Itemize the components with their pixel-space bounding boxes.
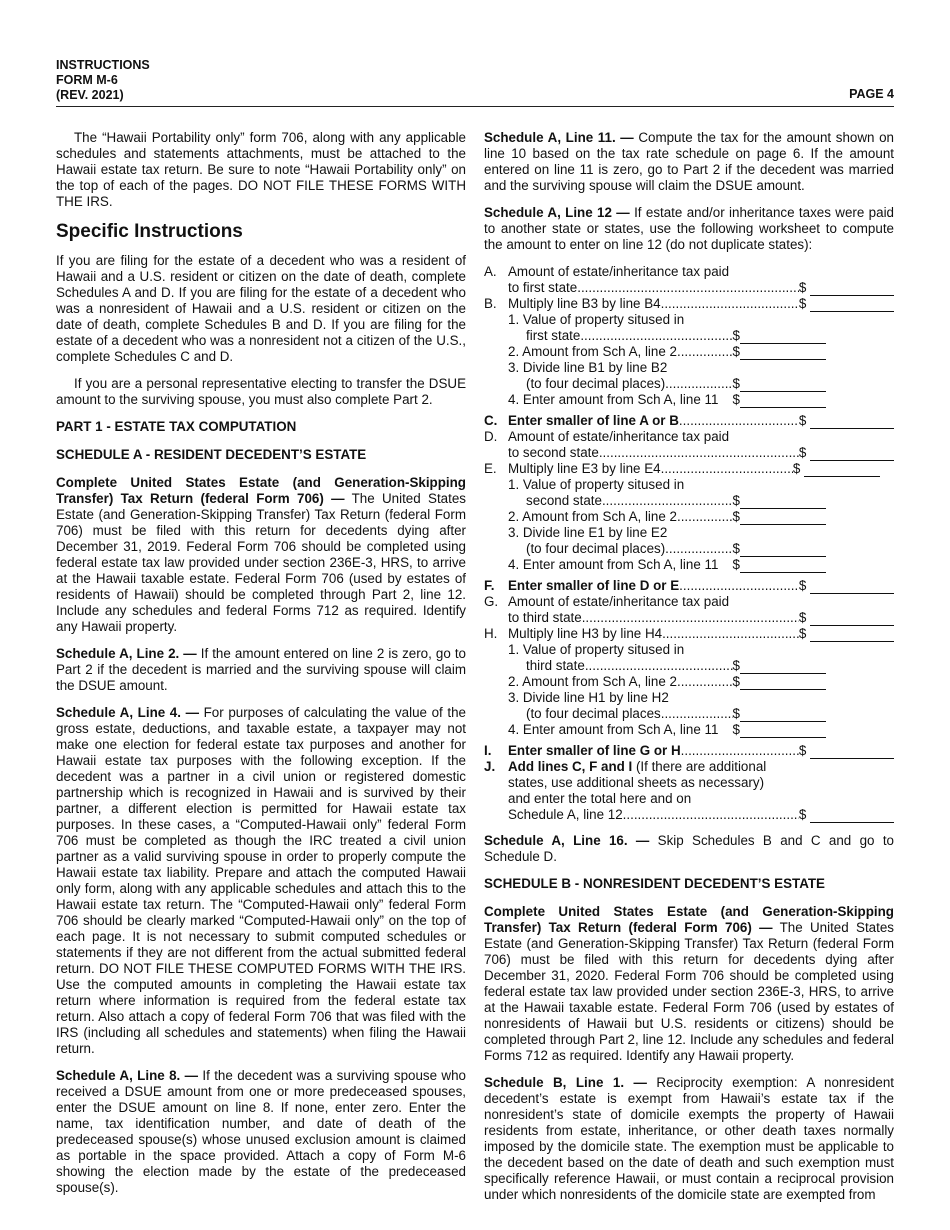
row-b2-label: 2. Amount from Sch A, line 2 — [508, 344, 677, 359]
worksheet-row-b4 — [484, 392, 826, 408]
line11-title: Schedule A, Line 11. — — [484, 130, 634, 145]
complete-706-b-title: Complete United States Estate (and Generation-Skipping Transfer) Tax Return (federal Form 706) — — [484, 904, 894, 935]
dollar-sign: $ — [732, 392, 740, 407]
line-h3-input[interactable] — [740, 709, 826, 722]
dollar-sign: $ — [732, 541, 740, 556]
worksheet-row-b2 — [484, 344, 826, 360]
worksheet-row-h — [484, 626, 894, 642]
line-b3-input[interactable] — [740, 379, 826, 392]
line-b1-input[interactable] — [740, 331, 826, 344]
page-number: PAGE 4 — [849, 87, 894, 101]
line16-paragraph — [484, 833, 894, 865]
left-column — [56, 130, 466, 1207]
dollar-sign: $ — [732, 493, 740, 508]
line-b-input[interactable] — [810, 299, 894, 312]
row-e3-label: 3. Divide line E1 by line E2 — [508, 525, 668, 540]
schedule-b-line1-text: Reciprocity exemption: A nonresident decedent’s estate is exempt from Hawaii’s estate tax if the nonresident’s state of domicile exempts the property of Hawaii residents from estate, inheritance, or other death taxes normally imposed by the domicile state. The exemption must be applicable to the decedent based on the date of death and such exemption must specifically reference Hawaii, or must contain a reciprocal provision under which nonresidents of the domicile state are exempted from — [484, 1075, 894, 1202]
row-c-label: Enter smaller of line A or B — [508, 413, 679, 428]
tax-credit-worksheet — [484, 264, 894, 823]
line-h2-input[interactable] — [740, 677, 826, 690]
dsue-paragraph: If you are a personal representative electing to transfer the DSUE amount to the surviving spouse, you must also complete Part 2. — [56, 376, 466, 407]
row-h3-label: 3. Divide line H1 by line H2 — [508, 690, 669, 705]
letter-h: H. — [484, 626, 498, 641]
row-b1-label-2: first state — [526, 328, 581, 343]
worksheet-row-a-2 — [484, 280, 894, 296]
row-h4-label: 4. Enter amount from Sch A, line 11 — [508, 722, 719, 737]
row-e1-label: 1. Value of property sitused in — [508, 477, 685, 492]
row-e3-label-2: (to four decimal places) — [526, 541, 666, 556]
row-h1-label-2: third state — [526, 658, 585, 673]
dollar-sign: $ — [798, 280, 807, 295]
worksheet-row-b1-2 — [484, 328, 826, 344]
worksheet-row-b — [484, 296, 894, 312]
line16-title: Schedule A, Line 16. — — [484, 833, 650, 848]
worksheet-row-b3-2 — [484, 376, 826, 392]
line-h1-input[interactable] — [740, 661, 826, 674]
line2-paragraph — [56, 646, 466, 694]
dollar-sign: $ — [732, 509, 740, 524]
row-a-label: Amount of estate/inheritance tax paid — [508, 264, 730, 279]
worksheet-row-j-2 — [484, 775, 894, 791]
line-e3-input[interactable] — [740, 544, 826, 557]
part1-heading: PART 1 - ESTATE TAX COMPUTATION — [56, 419, 297, 434]
dollar-sign: $ — [732, 658, 740, 673]
line-a-input[interactable] — [810, 283, 894, 296]
line8-text: If the decedent was a surviving spouse who received a DSUE amount from one or more predeceased spouses, enter the DSUE amount on line 8. If none, enter zero. Enter the name, tax identification number, and date of death of the predeceased spouse(s) whose unused exclusion amount is claimed as portable in the space provided. Attach a copy of Form M-6 showing the election made by the estate of the predeceased spouse(s). — [56, 1068, 466, 1195]
schedule-a-heading: SCHEDULE A - RESIDENT DECEDENT’S ESTATE — [56, 447, 367, 462]
header-divider — [56, 106, 894, 107]
worksheet-row-h1 — [484, 642, 826, 658]
letter-a: A. — [484, 264, 497, 279]
complete-706-b-text: The United States Estate (and Generation-Skipping Transfer) Tax Return (federal Form 706) must be filed with this return for decedents dying after December 31, 2020. Federal Form 706 should be completed using federal estate tax law provided under section 236E-3, HRS, to arrive at the Hawaii taxable estate. Federal Form 706 (used by estates of nonresidents of Hawaii but U.S. residents or citizens) should be completed through Part 2, line 12. Include any schedules and federal Forms 712 as required. Identify any Hawaii property. — [484, 920, 894, 1063]
line-j-input[interactable] — [810, 810, 894, 823]
worksheet-row-h2 — [484, 674, 826, 690]
worksheet-row-e4 — [484, 557, 826, 573]
complete-706-text: The United States Estate (and Generation-Skipping Transfer) Tax Return (federal Form 706) must be filed with this return for decedents dying after December 31, 2019. Federal Form 706 should be completed using federal estate tax law provided under section 236E-3, HRS, to arrive at the Hawaii taxable estate. Federal Form 706 (used by estates of residents of Hawaii) should be completed through Part 2, line 12. Include any schedules and federal Forms 712 as required. Identify any Hawaii property. — [56, 491, 466, 634]
line-h-input[interactable] — [810, 629, 894, 642]
line11-paragraph — [484, 130, 894, 194]
dollar-sign: $ — [732, 674, 740, 689]
line8-title: Schedule A, Line 8. — — [56, 1068, 199, 1083]
worksheet-row-d — [484, 429, 894, 445]
schedule-b-heading: SCHEDULE B - NONRESIDENT DECEDENT’S ESTATE — [484, 876, 825, 891]
row-e2-label: 2. Amount from Sch A, line 2 — [508, 509, 677, 524]
row-j-label-3: and enter the total here and on — [508, 791, 692, 806]
letter-d: D. — [484, 429, 498, 444]
row-j-bold: Add lines C, F and I — [508, 759, 633, 774]
row-e1-label-2: second state — [526, 493, 602, 508]
worksheet-row-i — [484, 743, 894, 759]
row-b3-label: 3. Divide line B1 by line B2 — [508, 360, 668, 375]
line8-paragraph — [56, 1068, 466, 1196]
header-revision: (REV. 2021) — [56, 88, 124, 102]
dollar-sign: $ — [732, 328, 740, 343]
worksheet-row-b1 — [484, 312, 826, 328]
line16-text: Skip Schedules B and C and go to Schedule D. — [484, 833, 894, 864]
line2-title: Schedule A, Line 2. — — [56, 646, 197, 661]
line4-title: Schedule A, Line 4. — — [56, 705, 199, 720]
letter-b: B. — [484, 296, 497, 311]
row-a-label-2: to first state — [508, 280, 578, 295]
row-j-label-2: states, use additional sheets as necessary) — [508, 775, 765, 790]
dollar-sign: $ — [798, 296, 807, 311]
line-c-input[interactable] — [810, 416, 894, 429]
dollar-sign: $ — [732, 376, 740, 391]
header-instructions: INSTRUCTIONS — [56, 58, 150, 72]
line2-text: If the amount entered on line 2 is zero, go to Part 2 if the decedent is married and the surviving spouse will claim the DSUE amount. — [56, 646, 466, 693]
letter-e: E. — [484, 461, 497, 476]
worksheet-row-f — [484, 578, 894, 594]
letter-c: C. — [484, 413, 498, 428]
dollar-sign: $ — [732, 557, 740, 572]
dollar-sign: $ — [798, 610, 807, 625]
specific-instructions-paragraph: If you are filing for the estate of a decedent who was a resident of Hawaii and a U.S. resident or citizen on the date of death, complete Schedules A and D. If you are filing for the estate of a decedent who was a nonresident of Hawaii and a U.S. resident or citizen on the date of death, complete Schedules B and D. If you are filing for the estate of a decedent who was a nonresident not a citizen of the U.S., complete Schedules C and D. — [56, 253, 466, 364]
dollar-sign: $ — [732, 722, 740, 737]
letter-f: F. — [484, 578, 495, 593]
schedule-b-line1-title: Schedule B, Line 1. — — [484, 1075, 647, 1090]
worksheet-row-e2 — [484, 509, 826, 525]
dollar-sign: $ — [792, 461, 801, 476]
letter-j: J. — [484, 759, 496, 774]
worksheet-row-h4 — [484, 722, 826, 738]
row-h2-label: 2. Amount from Sch A, line 2 — [508, 674, 677, 689]
row-j-label-4: Schedule A, line 12 — [508, 807, 623, 822]
line-g-input[interactable] — [810, 613, 894, 626]
row-h3-label-2: (to four decimal places — [526, 706, 661, 721]
row-e-label: Multiply line E3 by line E4 — [508, 461, 661, 476]
worksheet-row-e3-2 — [484, 541, 826, 557]
line-e4-input[interactable] — [740, 560, 826, 573]
worksheet-row-e1 — [484, 477, 826, 493]
row-b3-label-2: (to four decimal places) — [526, 376, 666, 391]
letter-g: G. — [484, 594, 499, 609]
line-i-input[interactable] — [810, 746, 894, 759]
line-h4-input[interactable] — [740, 725, 826, 738]
header-form-number: FORM M-6 — [56, 73, 118, 87]
complete-706-paragraph — [56, 475, 466, 635]
row-b4-label: 4. Enter amount from Sch A, line 11 — [508, 392, 719, 407]
worksheet-row-g-2 — [484, 610, 894, 626]
worksheet-row-j-3 — [484, 791, 894, 807]
dollar-sign: $ — [732, 344, 740, 359]
row-b1-label: 1. Value of property sitused in — [508, 312, 685, 327]
row-d-label: Amount of estate/inheritance tax paid — [508, 429, 730, 444]
row-e4-label: 4. Enter amount from Sch A, line 11 — [508, 557, 719, 572]
line-b4-input[interactable] — [740, 395, 826, 408]
worksheet-row-h1-2 — [484, 658, 826, 674]
worksheet-row-e1-2 — [484, 493, 826, 509]
dollar-sign: $ — [798, 578, 807, 593]
worksheet-row-e3 — [484, 525, 826, 541]
row-g-label: Amount of estate/inheritance tax paid — [508, 594, 730, 609]
dollar-sign: $ — [798, 626, 807, 641]
row-g-label-2: to third state — [508, 610, 582, 625]
row-b-label: Multiply line B3 by line B4 — [508, 296, 661, 311]
line-e-input[interactable] — [804, 464, 880, 477]
worksheet-row-j-4 — [484, 807, 894, 823]
form-header — [56, 58, 150, 103]
worksheet-row-c — [484, 413, 894, 429]
schedule-b-line1-paragraph — [484, 1075, 894, 1203]
line-d-input[interactable] — [810, 448, 894, 461]
line11-text: Compute the tax for the amount shown on line 10 based on the tax rate schedule on page 6. If the amount entered on line 11 is zero, go to Part 2 if the decedent was married and the surviving spouse will claim the DSUE amount. — [484, 130, 894, 193]
dollar-sign: $ — [798, 445, 807, 460]
worksheet-row-e — [484, 461, 880, 477]
line-e2-input[interactable] — [740, 512, 826, 525]
dollar-sign: $ — [798, 743, 807, 758]
line-f-input[interactable] — [810, 581, 894, 594]
worksheet-row-h3 — [484, 690, 826, 706]
line12-title: Schedule A, Line 12 — — [484, 205, 630, 220]
row-i-label: Enter smaller of line G or H — [508, 743, 681, 758]
line-e1-input[interactable] — [740, 496, 826, 509]
line-b2-input[interactable] — [740, 347, 826, 360]
row-f-label: Enter smaller of line D or E — [508, 578, 680, 593]
line4-text: For purposes of calculating the value of the gross estate, deductions, and taxable estate, a taxpayer may not make one election for federal estate tax purposes and another for Hawaii estate tax purposes with the following exception. If the decedent was a partner in a civil union or registered domestic partnership which is recognized in Hawaii and is survived by their partner, a different election is permitted for Hawaii estate tax purposes. In these cases, a “Computed-Hawaii only” federal Form 706 must be completed as though the IRC treated a civil union partner as a valid surviving spouse in order to properly compute the Hawaii estate tax liability. Prepare and attach the computed Hawaii only form, along with any applicable schedules and attach this to the Hawaii estate tax return. The “Computed-Hawaii only” federal Form 706 should be clearly marked “Computed-Hawaii only” on the top of each page. It is not necessary to submit computed schedules or statements if they are not different from the actual submitted federal return. DO NOT FILE THESE COMPUTED FORMS WITH THE IRS. Use the computed amounts in completing the Hawaii estate tax return where information is required from the federal estate tax return. Also attach a copy of federal Form 706 that was filed with the IRS (including all schedules and statements) when filing the Hawaii return. — [56, 705, 466, 1056]
right-column — [484, 130, 894, 1214]
row-d-label-2: to second state — [508, 445, 599, 460]
worksheet-row-a — [484, 264, 894, 280]
row-j-label: (If there are additional — [632, 759, 767, 774]
line12-text: If estate and/or inheritance taxes were paid to another state or states, use the following worksheet to compute the amount to enter on line 12 (do not duplicate states): — [484, 205, 894, 252]
dollar-sign: $ — [732, 706, 740, 721]
portability-paragraph: The “Hawaii Portability only” form 706, along with any applicable schedules and statements attachments, must be attached to the Hawaii estate tax return. Be sure to note “Hawaii Portability only” on the top of each of the pages. DO NOT FILE THESE FORMS WITH THE IRS. — [56, 130, 466, 209]
letter-i: I. — [484, 743, 492, 758]
complete-706-title: Complete United States Estate (and Generation-Skipping Transfer) Tax Return (federal Form 706) — — [56, 475, 466, 506]
dollar-sign: $ — [798, 807, 807, 822]
dollar-sign: $ — [798, 413, 807, 428]
worksheet-row-g — [484, 594, 894, 610]
worksheet-row-h3-2 — [484, 706, 826, 722]
worksheet-row-d-2 — [484, 445, 894, 461]
specific-instructions-heading: Specific Instructions — [56, 221, 243, 242]
worksheet-row-j — [484, 759, 894, 775]
row-h-label: Multiply line H3 by line H4 — [508, 626, 663, 641]
worksheet-row-b3 — [484, 360, 826, 376]
line4-paragraph — [56, 705, 466, 1057]
row-h1-label: 1. Value of property sitused in — [508, 642, 685, 657]
complete-706-b-paragraph — [484, 904, 894, 1064]
line12-paragraph — [484, 205, 894, 253]
